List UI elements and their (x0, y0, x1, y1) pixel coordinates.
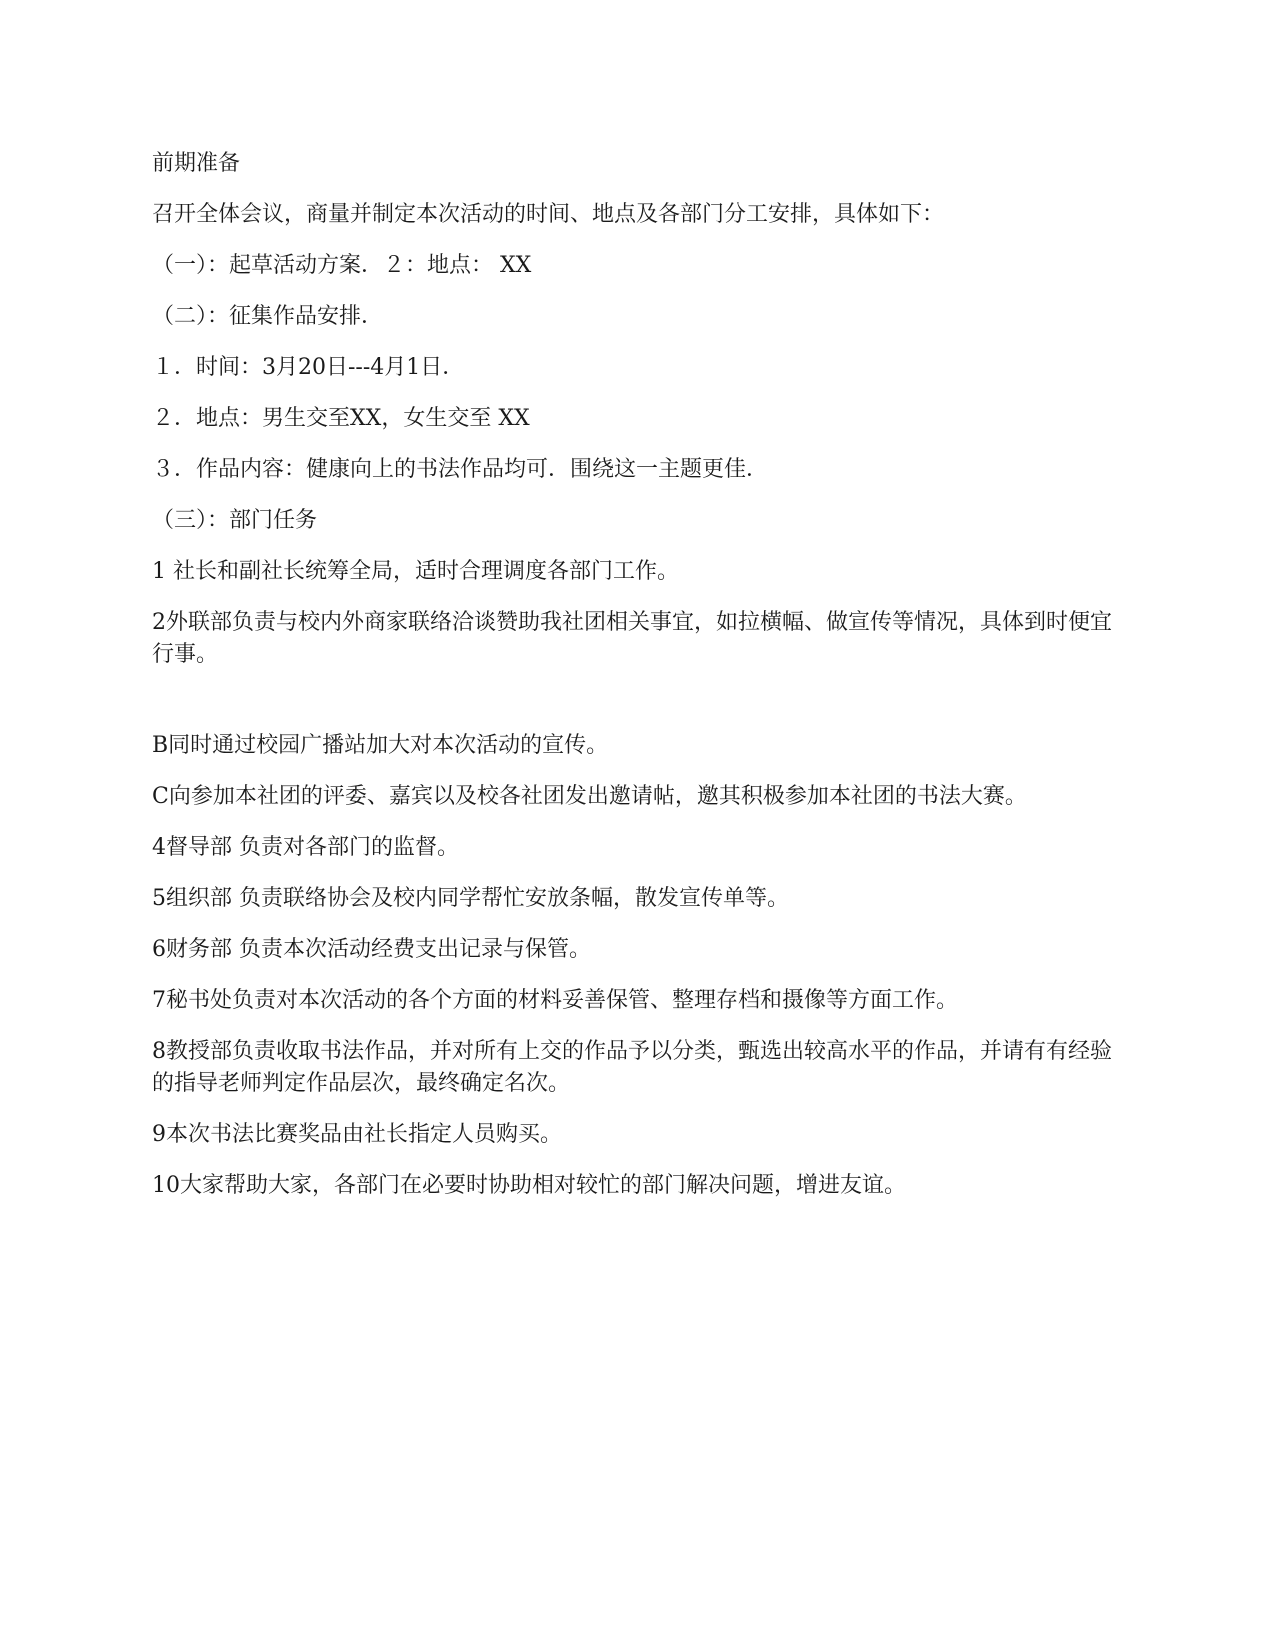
document-body (152, 148, 1132, 1221)
paragraph-task-9: 9本次书法比赛奖品由社长指定人员购买。 (152, 1122, 562, 1147)
paragraph-task-1: 1 社长和副社长统筹全局，适时合理调度各部门工作。 (152, 559, 679, 584)
paragraph-item-2: （二）：征集作品安排． (152, 304, 384, 329)
paragraph-task-6: 6财务部 负责本次活动经费支出记录与保管。 (152, 937, 591, 962)
paragraph-item-1: （一）：起草活动方案．２：地点： XX (152, 253, 532, 278)
paragraph-task-4: 4督导部 负责对各部门的监督。 (152, 835, 459, 860)
paragraph-item-3: （三）：部门任务 (152, 508, 318, 533)
paragraph-task-5: 5组织部 负责联络协会及校内同学帮忙安放条幅，散发宣传单等。 (152, 886, 789, 911)
paragraph-task-2: 2外联部负责与校内外商家联络洽谈赞助我社团相关事宜，如拉横幅、做宣传等情况，具体到时便宜行事。 (152, 610, 1113, 667)
paragraph-content: ３．作品内容：健康向上的书法作品均可．围绕这一主题更佳． (152, 457, 769, 482)
paragraph-meeting: 召开全体会议，商量并制定本次活动的时间、地点及各部门分工安排，具体如下： (152, 202, 945, 227)
document-heading: 前期准备 (152, 151, 241, 176)
paragraph-task-7: 7秘书处负责对本次活动的各个方面的材料妥善保管、整理存档和摄像等方面工作。 (152, 988, 958, 1013)
paragraph-task-b: B同时通过校园广播站加大对本次活动的宣传。 (152, 733, 609, 758)
paragraph-task-c: C向参加本社团的评委、嘉宾以及校各社团发出邀请帖，邀其积极参加本社团的书法大赛。 (152, 784, 1027, 809)
paragraph-location: ２．地点：男生交至XX，女生交至 XX (152, 406, 530, 431)
paragraph-gap (152, 690, 1132, 730)
paragraph-task-8: 8教授部负责收取书法作品，并对所有上交的作品予以分类，甄选出较高水平的作品，并请有有经验的指导老师判定作品层次，最终确定名次。 (152, 1039, 1113, 1096)
paragraph-time: １．时间：3月20日---4月1日． (152, 355, 465, 380)
paragraph-task-10: 10大家帮助大家，各部门在必要时协助相对较忙的部门解决问题，增进友谊。 (152, 1173, 906, 1198)
